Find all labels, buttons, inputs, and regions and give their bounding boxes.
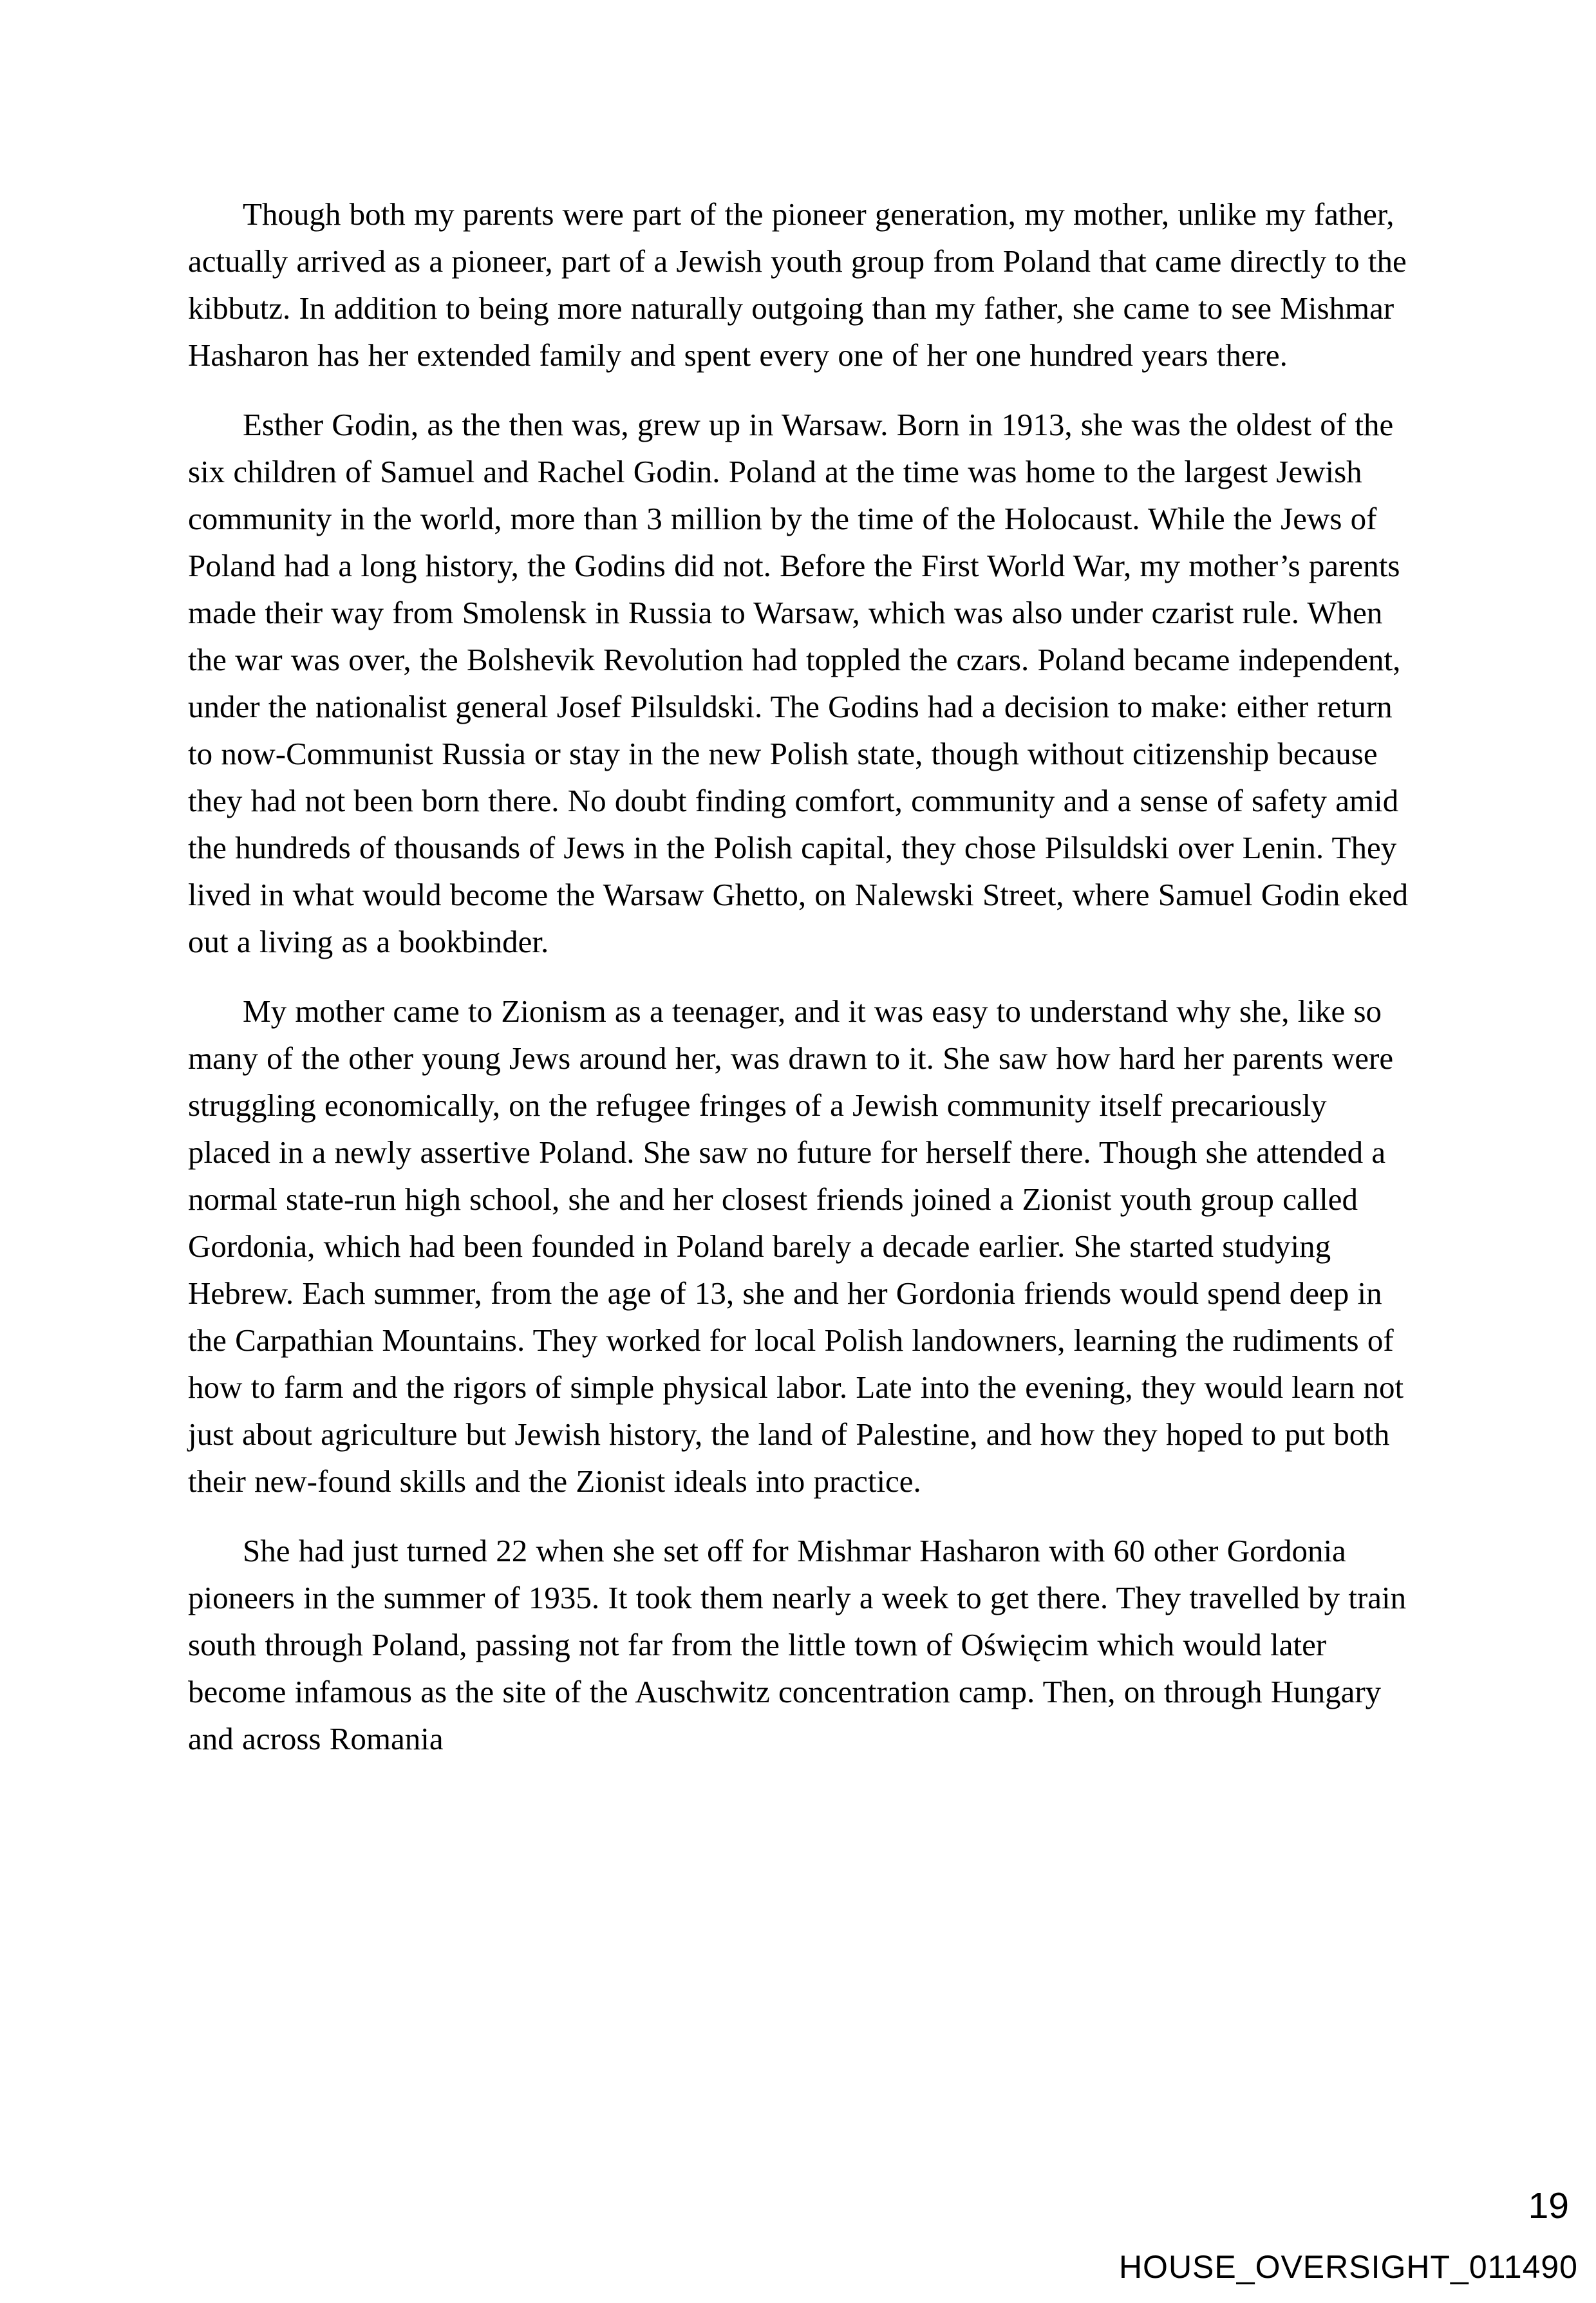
paragraph: Esther Godin, as the then was, grew up in Warsaw. Born in 1913, she was the oldest of the six children of Samuel and Rachel Godin. Poland at the time was home to the largest Jewish community in the world, more than 3 million by the time of the Holocaust. While the Jews of Poland had a long history, the Godins did not. Before the First World War, my mother’s parents made their way from Smolensk in Russia to Warsaw, which was also under czarist rule. When the war was over, the Bolshevik Revolution had toppled the czars. Poland became independent, under the nationalist general Josef Pilsuldski. The Godins had a decision to make: either return to now-Communist Russia or stay in the new Polish state, though without citizenship because they had not been born there. No doubt finding comfort, community and a sense of safety amid the hundreds of thousands of Jews in the Polish capital, they chose Pilsuldski over Lenin. They lived in what would become the Warsaw Ghetto, on Nalewski Street, where Samuel Godin eked out a living as a bookbinder. (188, 407, 1409, 959)
bates-stamp: HOUSE_OVERSIGHT_011490 (1118, 2249, 1578, 2285)
paragraph: She had just turned 22 when she set off for Mishmar Hasharon with 60 other Gordonia pioneers in the summer of 1935. It took them nearly a week to get there. They travelled by train south through Poland, passing not far from the little town of Oświęcim which would later become infamous as the site of the Auschwitz concentration camp. Then, on through Hungary and across Romania (188, 1533, 1407, 1756)
paragraph: My mother came to Zionism as a teenager, and it was easy to understand why she, like so many of the other young Jews around her, was drawn to it. She saw how hard her parents were struggling economically, on the refugee fringes of a Jewish community itself precariously placed in a newly assertive Poland. She saw no future for herself there. Though she attended a normal state-run high school, she and her closest friends joined a Zionist youth group called Gordonia, which had been founded in Poland barely a decade earlier. She started studying Hebrew. Each summer, from the age of 13, she and her Gordonia friends would spend deep in the Carpathian Mountains. They worked for local Polish landowners, learning the rudiments of how to farm and the rigors of simple physical labor. Late into the evening, they would learn not just about agriculture but Jewish history, the land of Palestine, and how they hoped to put both their new-found skills and the Zionist ideals into practice. (188, 993, 1404, 1499)
page-body-text (188, 191, 1411, 1785)
paragraph: Though both my parents were part of the pioneer generation, my mother, unlike my father, actually arrived as a pioneer, part of a Jewish youth group from Poland that came directly to the kibbutz. In addition to being more naturally outgoing than my father, she came to see Mishmar Hasharon has her extended family and spent every one of her one hundred years there. (188, 196, 1407, 373)
page-number: 19 (1528, 2185, 1569, 2226)
